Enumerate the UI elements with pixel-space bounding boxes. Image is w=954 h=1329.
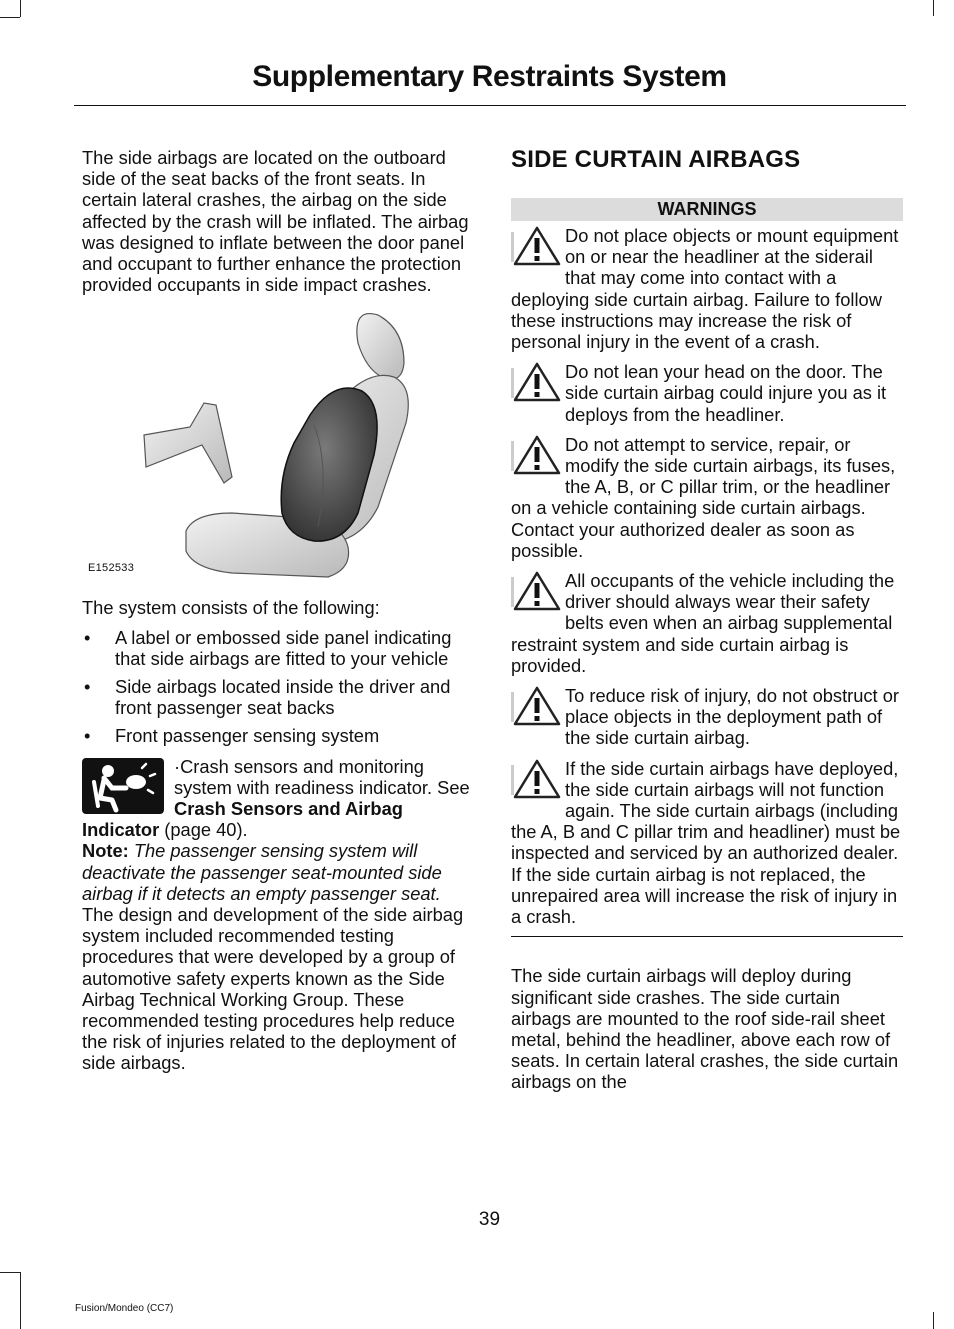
- note-text: The passenger sensing system will deactivate the passenger seat-mounted side airbag if it detects an empty passenger seat.: [82, 840, 442, 904]
- warnings-header: WARNINGS: [511, 198, 903, 221]
- figure-label: E152533: [88, 562, 135, 575]
- design-paragraph: The design and development of the side airbag system included recommended testing procedures that were developed by a group of automotive safety experts known as the Side Airbag Technical Working Group. These recommended testing procedures help reduce the risk of injuries related to the deployment of side airbags.: [82, 904, 464, 1074]
- cross-reference-link[interactable]: Crash Sensors and Airbag Indicator: [82, 798, 403, 841]
- airbag-warning-light-icon: [82, 758, 164, 814]
- warning-item: [511, 434, 903, 561]
- component-list: [82, 627, 474, 747]
- seat-with-airbag-image: [82, 307, 474, 585]
- list-item: • Side airbags located inside the driver and front passenger seat backs: [84, 676, 451, 719]
- warning-triangle-icon: [511, 757, 563, 801]
- crash-sensor-item: [82, 756, 474, 841]
- system-intro: The system consists of the following:: [82, 597, 380, 619]
- warning-item: [511, 758, 903, 928]
- cross-reference-page: (page 40).: [159, 819, 248, 841]
- seat-airbag-illustration: [82, 307, 474, 585]
- crash-sensor-text: ·Crash sensors and monitoring system with readiness indicator. See: [174, 755, 470, 798]
- list-item: • Front passenger sensing system: [84, 725, 380, 747]
- side-curtain-description: The side curtain airbags will deploy during significant side crashes. The side curtain airbags are mounted to the roof side-rail sheet metal, behind the headliner, above each row of seats. In certain lateral crashes, the side curtain airbags on the: [511, 965, 899, 1093]
- note-label: Note:: [82, 840, 129, 862]
- warning-text: Do not lean your head on the door. The side curtain airbag could injure you as it deploys from the headliner.: [565, 361, 887, 425]
- warning-text: Do not place objects or mount equipment on or near the headliner at the siderail that may come into contact with a deploying side curtain airbag. Failure to follow these instructions may increase the risk of personal injury in the event of a crash.: [511, 225, 899, 353]
- crop-mark: [933, 1312, 934, 1329]
- warning-triangle-icon: [511, 433, 563, 477]
- warning-text: To reduce risk of injury, do not obstruct or place objects in the deployment path of the side curtain airbag.: [565, 685, 899, 749]
- warning-text: All occupants of the vehicle including the driver should always wear their safety belts even when an airbag supplemental restraint system and side curtain airbag is provided.: [511, 570, 895, 676]
- crop-mark: [0, 1272, 20, 1273]
- warning-triangle-icon: [511, 569, 563, 613]
- footer-model: Fusion/Mondeo (CC7): [75, 1303, 174, 1314]
- right-column: [511, 146, 903, 1093]
- side-airbag-intro: The side airbags are located on the outboard side of the seat backs of the front seats. In certain lateral crashes, the airbag on the side affected by the crash will be inflated. The airbag was designed to inflate between the door panel and occupant to further enhance the protection provided occupants in side impact crashes.: [82, 147, 469, 296]
- left-column: [82, 147, 474, 1074]
- crop-mark: [933, 0, 934, 16]
- warning-triangle-icon: [511, 684, 563, 728]
- warnings-end-divider: [511, 936, 903, 937]
- page-title: Supplementary Restraints System: [252, 60, 727, 93]
- note-paragraph: [82, 840, 474, 904]
- section-heading: SIDE CURTAIN AIRBAGS: [511, 146, 801, 173]
- title-divider: [74, 105, 906, 106]
- warning-text: Do not attempt to service, repair, or modify the side curtain airbags, its fuses, the A, B, or C pillar trim, or the headliner on a vehicle containing side curtain airbags. Contact your authorized dealer as soon as possible.: [511, 433, 896, 561]
- crop-mark: [0, 17, 20, 18]
- warning-item: [511, 685, 903, 749]
- warning-item: [511, 225, 903, 352]
- warning-triangle-icon: [511, 360, 563, 404]
- warning-triangle-icon: [511, 224, 563, 268]
- warning-item: [511, 570, 903, 676]
- warning-item: [511, 361, 903, 425]
- page-number: 39: [478, 1209, 501, 1230]
- list-item: • A label or embossed side panel indicating that side airbags are fitted to your vehicle: [84, 626, 452, 669]
- crop-mark: [20, 0, 21, 17]
- warning-text: If the side curtain airbags have deployed, the side curtain airbags will not function again. The side curtain airbags (including the A, B and C pillar trim and headliner) must be inspected and serviced by an authorized dealer. If the side curtain airbag is not replaced, the unrepaired area will increase the risk of injury in a crash.: [511, 757, 901, 928]
- crop-mark: [20, 1272, 21, 1329]
